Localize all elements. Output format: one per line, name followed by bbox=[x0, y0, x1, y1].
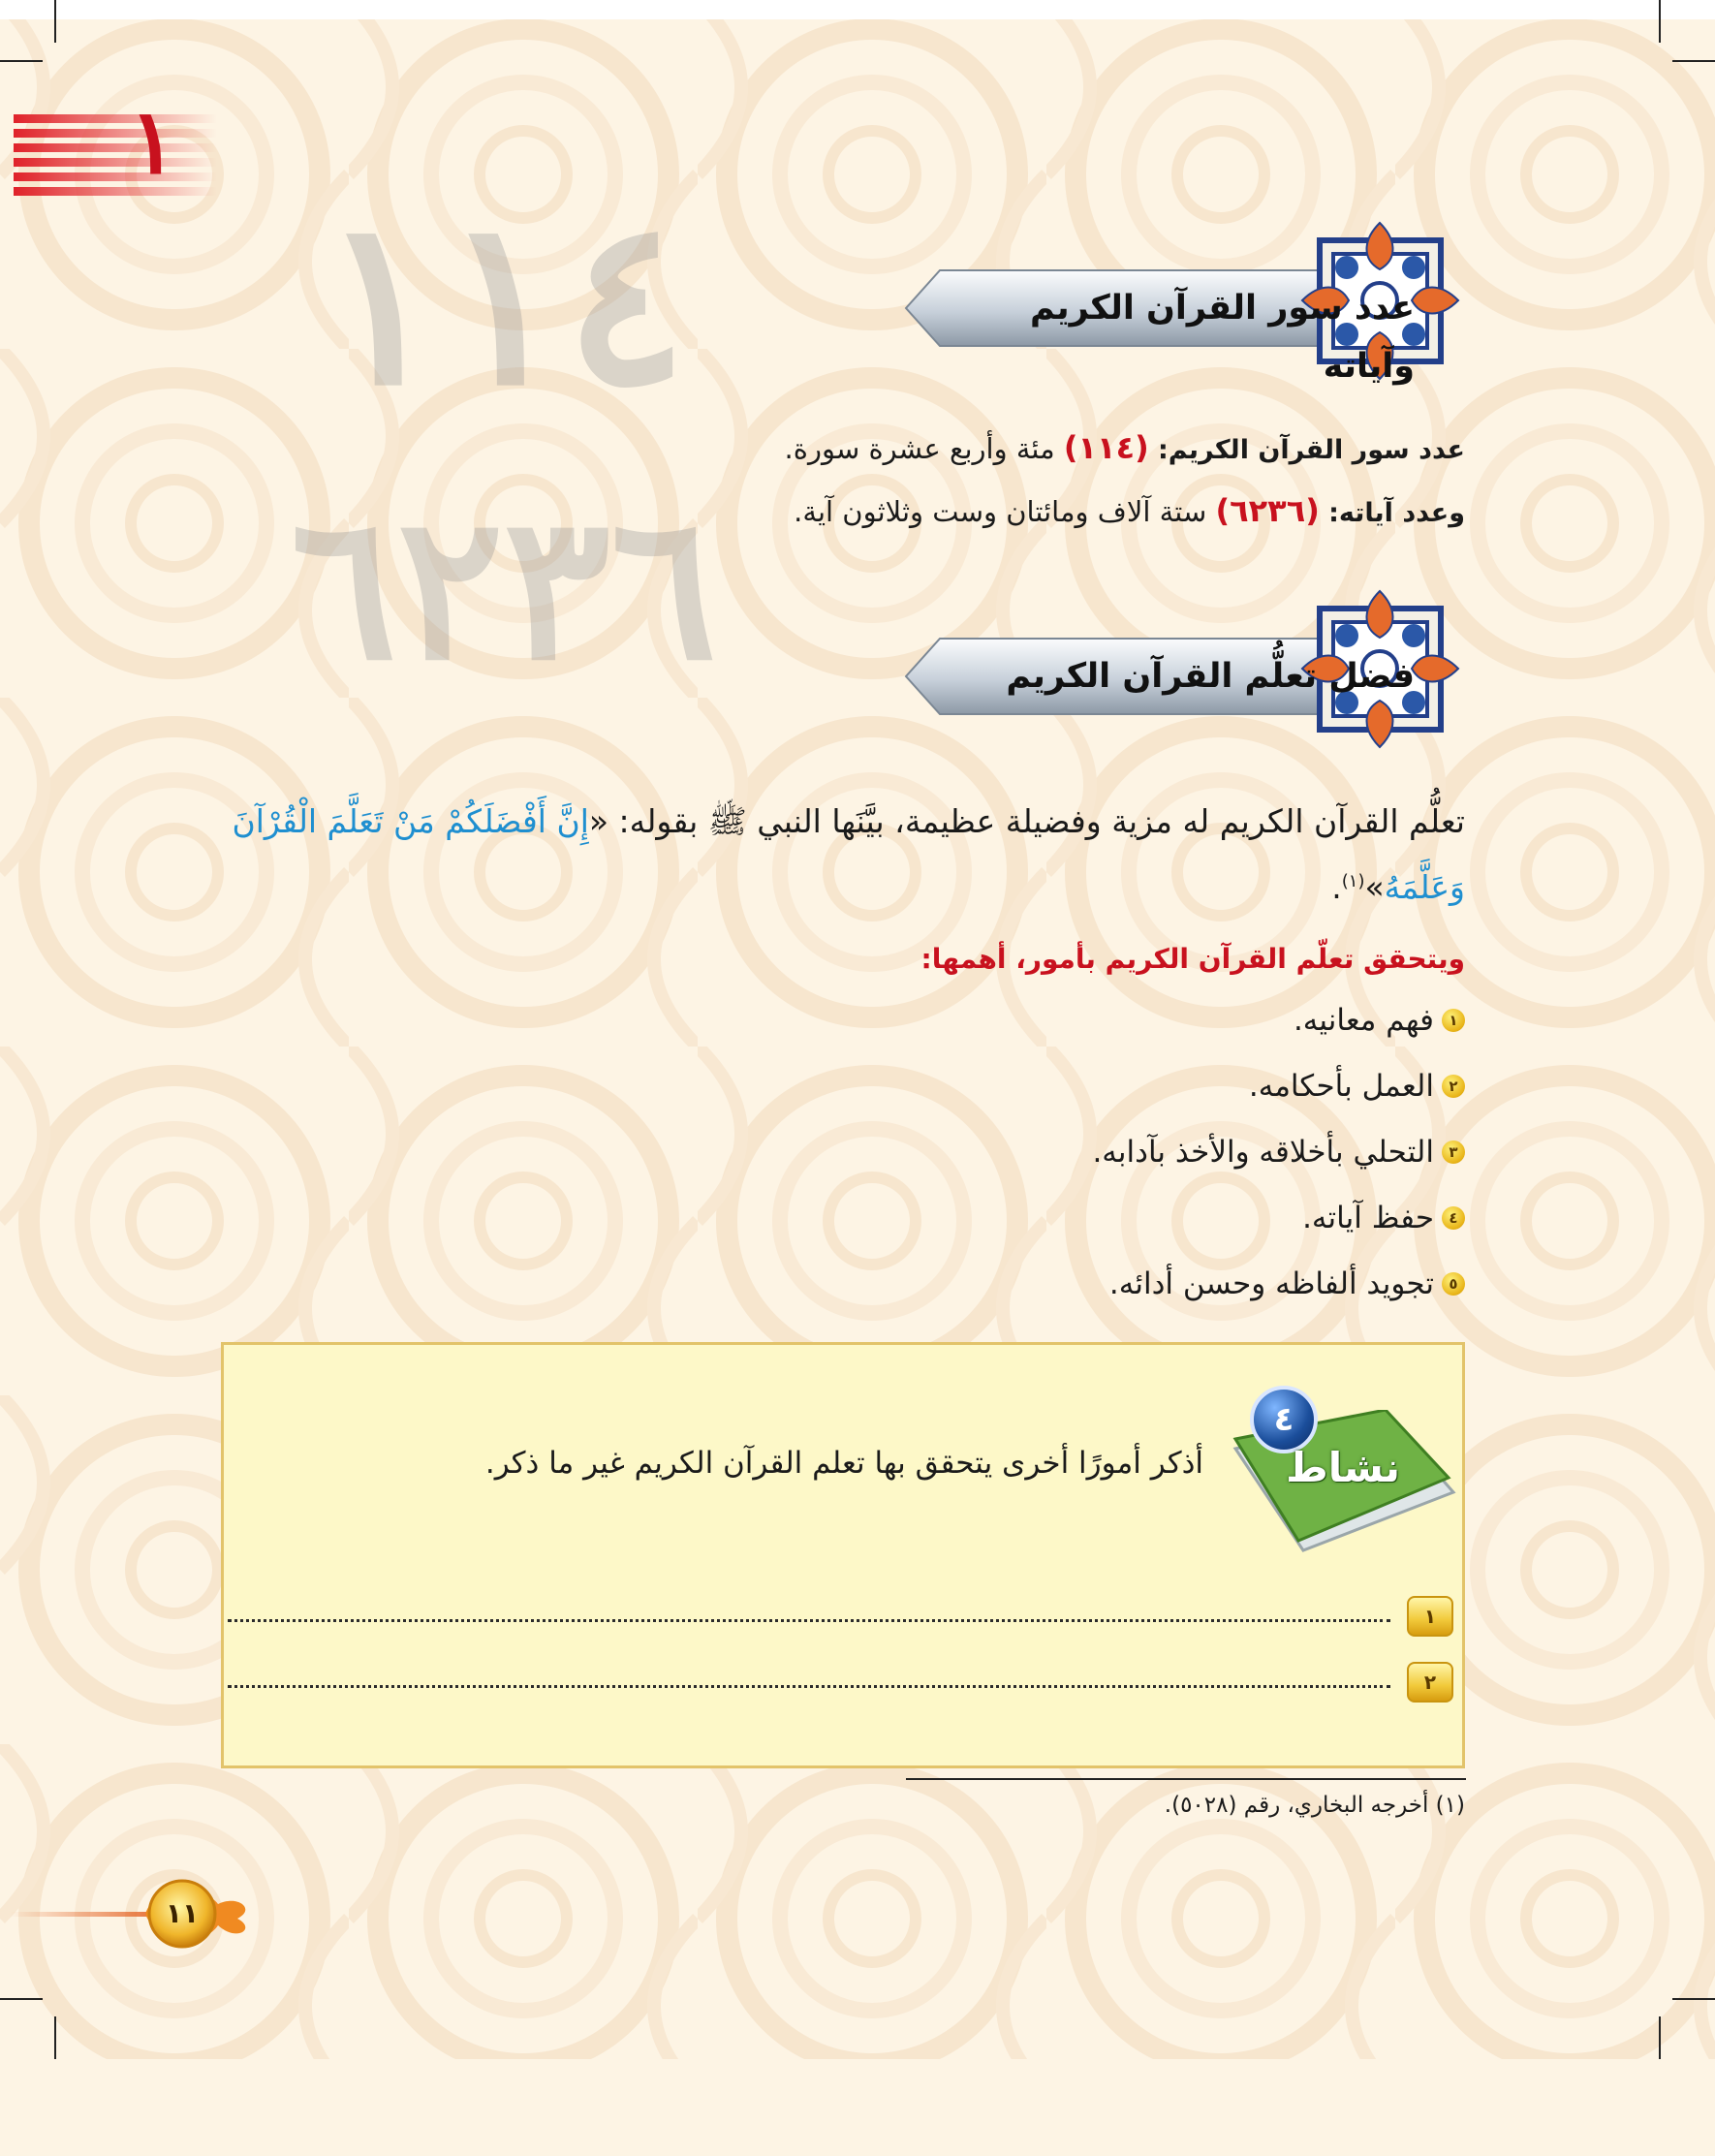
answer-row bbox=[228, 1596, 1453, 1635]
answer-number-badge: ١ bbox=[1407, 1596, 1453, 1637]
answer-number-badge: ٢ bbox=[1407, 1662, 1453, 1703]
crop-mark bbox=[54, 0, 56, 43]
crop-mark bbox=[1672, 1998, 1715, 2000]
answer-input-line[interactable] bbox=[228, 1619, 1390, 1622]
list-item bbox=[1109, 1266, 1465, 1301]
paragraph-end: . bbox=[1331, 868, 1342, 906]
activity-number-badge: ٤ bbox=[1250, 1386, 1318, 1453]
chapter-number: ١ bbox=[129, 89, 177, 194]
item-number-badge: ٥ bbox=[1442, 1272, 1465, 1296]
item-text: العمل بأحكامه. bbox=[1248, 1069, 1434, 1104]
ayah-count-line bbox=[794, 492, 1465, 529]
watermark-surah-count: ١١٤ bbox=[320, 169, 688, 436]
crop-mark bbox=[0, 1998, 43, 2000]
list-item bbox=[1302, 1201, 1465, 1235]
surah-count-line bbox=[785, 429, 1465, 466]
crop-mark bbox=[54, 2016, 56, 2059]
item-text: تجويد ألفاظه وحسن أدائه. bbox=[1108, 1266, 1434, 1301]
item-number-badge: ٢ bbox=[1442, 1075, 1465, 1098]
hadith-text: إِنَّ أَفْضَلَكُمْ مَنْ تَعَلَّمَ الْقُرْآنَ وَعَلَّمَهُ bbox=[232, 802, 1465, 906]
item-text: فهم معانيه. bbox=[1293, 1003, 1434, 1038]
subheading: ويتحقق تعلّم القرآن الكريم بأمور، أهمها: bbox=[920, 943, 1465, 975]
section-header-surah-count bbox=[901, 221, 1482, 386]
item-number-badge: ٣ bbox=[1442, 1140, 1465, 1164]
page-number-ornament bbox=[0, 1865, 291, 1962]
ayah-count-value: (٦٢٣٦) bbox=[1215, 492, 1320, 529]
footnote-reference: (١) bbox=[1341, 871, 1365, 891]
list-item bbox=[1249, 1069, 1465, 1104]
virtue-paragraph bbox=[225, 792, 1465, 918]
list-item bbox=[1092, 1135, 1465, 1170]
crop-mark bbox=[0, 60, 43, 62]
list-item bbox=[1294, 1003, 1465, 1038]
section-header-virtue bbox=[901, 589, 1482, 749]
crop-mark bbox=[1672, 60, 1715, 62]
item-text: التحلي بأخلاقه والأخذ بآدابه. bbox=[1092, 1135, 1434, 1170]
item-text: حفظ آياته. bbox=[1302, 1201, 1434, 1235]
item-number-badge: ٤ bbox=[1442, 1206, 1465, 1230]
watermark-ayah-count: ٦٢٣٦ bbox=[290, 472, 718, 704]
section-title: عدد سور القرآن الكريم وآياته bbox=[1030, 289, 1415, 386]
hadith-close: » bbox=[1364, 868, 1385, 906]
footnote-divider bbox=[906, 1778, 1466, 1780]
surah-count-label: عدد سور القرآن الكريم: bbox=[1157, 435, 1465, 465]
page-number: ١١ bbox=[165, 1897, 200, 1929]
answer-row bbox=[228, 1662, 1453, 1701]
virtue-intro: تعلُّم القرآن الكريم له مزية وفضيلة عظيمة، بيَّنَها النبي ﷺ بقوله: « bbox=[588, 802, 1465, 840]
crop-mark bbox=[1659, 0, 1661, 43]
ayah-count-label: وعدد آياته: bbox=[1328, 498, 1465, 528]
activity-prompt: أذكر أمورًا أخرى يتحقق بها تعلم القرآن الكريم غير ما ذكر. bbox=[484, 1446, 1203, 1481]
crop-mark bbox=[1659, 2016, 1661, 2059]
section-title: فضل تعلُّم القرآن الكريم bbox=[1006, 657, 1415, 696]
item-number-badge: ١ bbox=[1442, 1009, 1465, 1032]
answer-input-line[interactable] bbox=[228, 1685, 1390, 1688]
activity-label: نشاط bbox=[1286, 1444, 1400, 1491]
footnote: (١) أخرجه البخاري، رقم (٥٠٢٨). bbox=[1164, 1793, 1465, 1818]
surah-count-value: (١١٤) bbox=[1063, 429, 1149, 466]
ayah-count-words: ستة آلاف ومائتان وست وثلاثون آية. bbox=[794, 495, 1207, 528]
surah-count-words: مئة وأربع عشرة سورة. bbox=[784, 432, 1055, 465]
